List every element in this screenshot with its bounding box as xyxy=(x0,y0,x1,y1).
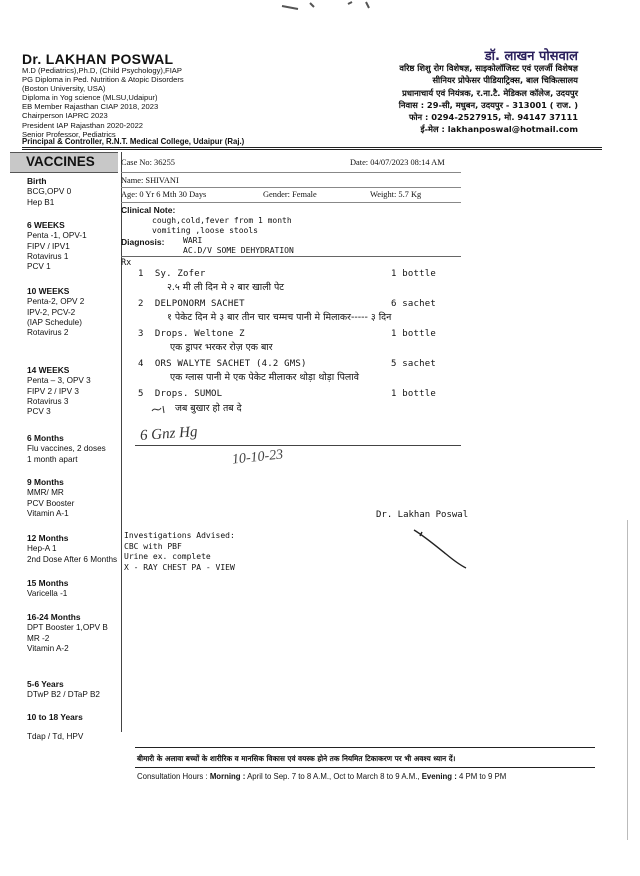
investigation-item: X - RAY CHEST PA - VIEW xyxy=(124,562,235,572)
handwritten-note-1: 6 Gnz Hg xyxy=(139,424,198,444)
rx-item-3 xyxy=(138,329,245,339)
footer-rule-bottom xyxy=(135,767,595,768)
vaccine-item: Rotavirus 3 xyxy=(27,396,69,406)
vaccine-item: PCV 1 xyxy=(27,262,51,272)
vaccine-item: Rotavirus 1 xyxy=(27,251,69,261)
vaccine-item: Penta -1, OPV-1 xyxy=(27,231,87,241)
rx-number: 5 xyxy=(138,389,144,399)
info-rule xyxy=(121,187,461,188)
clinical-note-line: cough,cold,fever from 1 month xyxy=(152,216,292,225)
vaccine-item: IPV-2, PCV-2 xyxy=(27,307,76,317)
patient-weight: Weight: 5.7 Kg xyxy=(370,190,422,199)
hindi-detail-line: फोन : 0294-2527915, मो. 94147 37111 xyxy=(408,112,578,123)
hindi-detail-line: प्रधानाचार्य एवं नियंत्रक, र.ना.टै. मेडिकल कॉलेज, उदयपुर xyxy=(402,87,578,98)
vaccine-group-10-18-years xyxy=(27,712,83,743)
vaccine-heading: 15 Months xyxy=(27,578,69,588)
vaccine-item: Tdap / Td, HPV xyxy=(27,732,84,742)
patient-gender: Gender: Female xyxy=(263,190,317,199)
clinical-rule xyxy=(121,256,461,257)
vaccine-heading: 14 WEEKS xyxy=(27,365,70,375)
principal-line: Principal & Controller, R.N.T. Medical College, Udaipur (Raj.) xyxy=(22,137,245,146)
diagnosis-line: AC.D/V SOME DEHYDRATION xyxy=(183,246,294,255)
vaccine-group-birth xyxy=(27,176,71,208)
qualification-line: M.D (Pediatrics),Ph.D, (Child Psychology),FIAP xyxy=(22,66,182,75)
handwritten-tick xyxy=(150,403,174,415)
rx-item-4 xyxy=(138,359,307,369)
info-rule xyxy=(121,202,461,203)
vaccine-group-6-weeks xyxy=(27,220,87,272)
footer-hindi-notice: बीमारी के अलावा बच्चों के शारीरिक व मानसिक विकास एवं वयस्क होने तक नियमित टिकाकरण पर भी अवश्य ध्यान दें। xyxy=(137,754,456,763)
vaccine-item: BCG,OPV 0 xyxy=(27,187,72,197)
vaccine-group-9-months xyxy=(27,477,74,519)
rx-instruction: १ पेकेट दिन मे ३ बार तीन चार चम्मच पानी मे मिलाकर----- ३ दिन xyxy=(167,312,392,323)
rx-instruction: २.५ मी ली दिन मे २ बार खाली पेट xyxy=(167,282,285,293)
rx-medicine-name: Drops. SUMOL xyxy=(154,389,223,399)
vaccine-item: FIPV / IPV1 xyxy=(27,241,70,251)
rx-medicine-name: Drops. Weltone Z xyxy=(154,329,245,339)
rx-instruction: एक ग्लास पानी मे एक पेकेट मीलाकर थोड़ा थोड़ा पिलावे xyxy=(170,372,359,383)
hours-label: Consultation Hours : xyxy=(137,772,208,781)
signature-mark xyxy=(410,526,470,570)
vaccine-item: Hep-A 1 xyxy=(27,544,57,554)
patient-name: Name: SHIVANI xyxy=(121,176,179,185)
vaccine-heading: 10 to 18 Years xyxy=(27,712,83,722)
rx-number: 3 xyxy=(138,329,144,339)
qualification-line: Diploma in Yog science (MLSU,Udaipur) xyxy=(22,93,158,103)
vaccine-item: PCV 3 xyxy=(27,407,51,417)
visit-date: Date: 04/07/2023 08:14 AM xyxy=(350,158,445,167)
consultation-hours xyxy=(137,772,506,781)
vaccine-group-14-weeks xyxy=(27,365,91,417)
vaccine-group-16-24-months xyxy=(27,612,108,654)
doctor-name-hindi: डॉ. लाखन पोसवाल xyxy=(484,49,578,64)
rx-medicine-name: DELPONORM SACHET xyxy=(154,299,245,309)
clinical-notes xyxy=(152,216,292,236)
vaccine-item: Flu vaccines, 2 doses xyxy=(27,444,106,454)
doctor-details-hindi xyxy=(399,62,578,136)
vaccine-item: (IAP Schedule) xyxy=(27,317,82,327)
vaccine-item: Vitamin A-1 xyxy=(27,508,69,518)
rx-end-rule xyxy=(135,445,461,446)
vaccine-heading: 12 Months xyxy=(27,533,69,543)
qualification-line: PG Diploma in Ped. Nutrition & Atopic Disorders xyxy=(22,75,184,85)
morning-hours: April to Sep. 7 to 8 A.M., Oct to March 8 to 9 A.M., xyxy=(247,772,420,781)
rx-instruction: एक ड्रापर भरकर रोज़ एक बार xyxy=(170,342,273,353)
header-rule xyxy=(22,147,602,148)
doctor-qualifications xyxy=(22,66,184,139)
vaccine-item: Rotavirus 2 xyxy=(27,328,69,338)
vaccine-group-10-weeks xyxy=(27,286,84,338)
rx-quantity: 1 bottle xyxy=(391,329,436,339)
hindi-detail-line: ई-मेल : lakhanposwal@hotmail.com xyxy=(420,124,578,135)
vaccine-item: PCV Booster xyxy=(27,498,75,508)
vaccine-heading: 5-6 Years xyxy=(27,679,64,689)
rx-label: Rx xyxy=(121,258,132,268)
rx-number: 4 xyxy=(138,359,144,369)
diagnosis-label: Diagnosis: xyxy=(121,237,165,247)
doctor-name-english: Dr. LAKHAN POSWAL xyxy=(22,51,174,67)
diagnosis-line: WARI xyxy=(183,236,203,245)
vaccine-group-5-6-years xyxy=(27,679,100,701)
vaccine-item: FIPV 2 / IPV 3 xyxy=(27,386,79,396)
vaccine-item: Varicella -1 xyxy=(27,589,68,599)
vaccine-item: 2nd Dose After 6 Months xyxy=(27,554,118,564)
investigation-item: Urine ex. complete xyxy=(124,552,211,561)
hindi-detail-line: निवास : 29-सी, मधुबन, उदयपुर - 313001 ( राज. ) xyxy=(398,99,578,110)
footer-rule-top xyxy=(135,747,595,748)
rx-medicine-name: Sy. Zofer xyxy=(154,269,206,279)
vaccine-item: DTwP B2 / DTaP B2 xyxy=(27,690,100,700)
vaccine-item: Hep B1 xyxy=(27,197,55,207)
vaccine-group-6-months xyxy=(27,433,106,465)
rx-number: 1 xyxy=(138,269,144,279)
vaccine-heading: 9 Months xyxy=(27,477,64,487)
handwritten-note-2: 10-10-23 xyxy=(231,447,284,468)
info-rule xyxy=(121,172,461,173)
vaccine-item: Penta – 3, OPV 3 xyxy=(27,376,91,386)
vaccine-group-12-months xyxy=(27,533,117,565)
rx-number: 2 xyxy=(138,299,144,309)
rx-quantity: 6 sachet xyxy=(391,299,436,309)
evening-hours: 4 PM to 9 PM xyxy=(459,772,507,781)
investigations-label: Investigations Advised: xyxy=(124,531,235,540)
vaccine-item: MR -2 xyxy=(27,633,50,643)
rx-item-1 xyxy=(138,269,205,279)
qualification-line: (Boston University, USA) xyxy=(22,84,106,94)
rx-item-5 xyxy=(138,389,222,399)
vaccine-heading: 10 WEEKS xyxy=(27,286,70,296)
scan-edge-line xyxy=(627,520,628,840)
rx-item-2 xyxy=(138,299,245,309)
qualification-line: EB Member Rajasthan CIAP 2018, 2023 xyxy=(22,102,159,112)
clinical-note-label: Clinical Note: xyxy=(121,205,176,215)
morning-label: Morning : xyxy=(209,772,246,781)
vaccine-item: Penta-2, OPV 2 xyxy=(27,297,85,307)
qualification-line: President IAP Rajasthan 2020-2022 xyxy=(22,120,144,130)
vaccine-item: 1 month apart xyxy=(27,454,78,464)
vaccine-heading: 6 Months xyxy=(27,433,64,443)
vaccine-item: Vitamin A-2 xyxy=(27,643,69,653)
vaccine-item: DPT Booster 1,OPV B xyxy=(27,623,108,633)
qualification-line: Senior Professor, Pediatrics xyxy=(22,129,116,139)
scan-specks xyxy=(270,0,380,14)
vaccine-heading: 16-24 Months xyxy=(27,612,81,622)
rx-quantity: 1 bottle xyxy=(391,269,436,279)
investigations-block xyxy=(124,531,235,573)
vaccines-title: VACCINES xyxy=(26,154,95,169)
clinical-note-line: vomiting ,loose stools xyxy=(152,226,258,235)
qualification-line: Chairperson IAPRC 2023 xyxy=(22,111,108,121)
vaccine-heading: Birth xyxy=(27,176,47,186)
patient-age: Age: 0 Yr 6 Mth 30 Days xyxy=(121,190,207,199)
rx-quantity: 1 bottle xyxy=(391,389,436,399)
vaccine-item: MMR/ MR xyxy=(27,488,64,498)
vaccine-heading: 6 WEEKS xyxy=(27,220,65,230)
hindi-detail-line: सीनियर प्रोफेसर पीडियाट्रिक्स, बाल चिकित्सालय xyxy=(432,75,578,86)
diagnosis-values xyxy=(183,236,294,256)
hindi-detail-line: वरिष्ठ शिशु रोग विशेषज्ञ, साइकोलॉजिस्ट एवं एलर्जी विशेषज्ञ xyxy=(399,63,578,73)
evening-label: Evening : xyxy=(421,772,457,781)
header-rule-double xyxy=(22,149,602,150)
rx-medicine-name: ORS WALYTE SACHET (4.2 GMS) xyxy=(154,359,307,369)
vaccines-title-bar xyxy=(10,152,118,173)
signature-name: Dr. Lakhan Poswal xyxy=(376,510,469,520)
vaccine-group-15-months xyxy=(27,578,68,600)
investigation-item: CBC with PBF xyxy=(124,541,182,551)
case-number: Case No: 36255 xyxy=(121,158,175,167)
rx-quantity: 5 sachet xyxy=(391,359,436,369)
rx-instruction: जब बुखार हो तब दे xyxy=(175,403,242,414)
